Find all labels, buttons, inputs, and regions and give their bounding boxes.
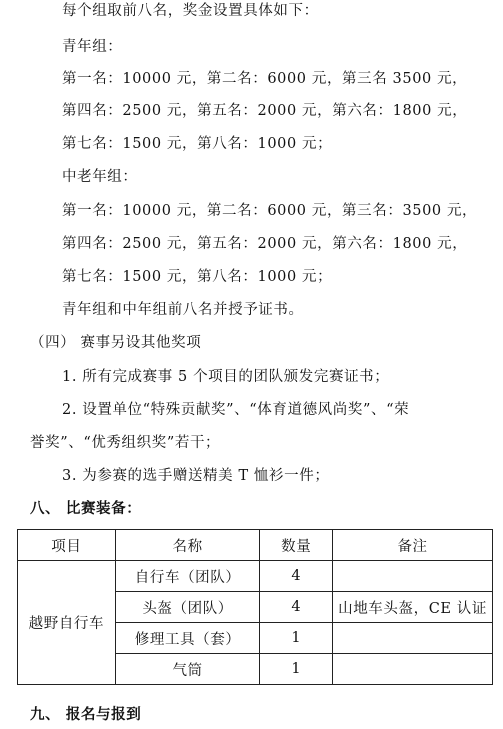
award-item-3: 3. 为参赛的选手赠送精美 T 恤衫一件； (62, 468, 330, 484)
award-item-1: 1. 所有完成赛事 5 个项目的团队颁发完赛证书； (62, 369, 390, 385)
item-quantity: 1 (260, 623, 333, 654)
award-item-2-line-1: 2. 设置单位“特殊贡献奖”、“体育道德风尚奖”、“荣 (62, 402, 410, 418)
youth-group-header: 青年组： (62, 39, 123, 55)
item-note (333, 561, 493, 592)
item-name: 头盔（团队） (115, 592, 260, 623)
youth-prize-line-2: 第四名：2500 元，第五名：2000 元，第六名：1800 元， (62, 103, 468, 119)
item-quantity: 4 (260, 592, 333, 623)
item-name: 修理工具（套） (115, 623, 260, 654)
youth-prize-line-3: 第七名：1500 元，第八名：1000 元； (62, 136, 333, 152)
section-eight-heading: 八、 比赛装备： (30, 501, 142, 517)
intro-text: 每个组取前八名，奖金设置具体如下： (62, 3, 319, 19)
table-row (18, 561, 493, 592)
award-item-2-line-2: 誉奖”、“优秀组织奖”若干； (30, 435, 221, 451)
header-quantity: 数量 (260, 530, 333, 561)
section-nine-heading: 九、 报名与报到 (30, 707, 142, 723)
header-note: 备注 (333, 530, 493, 561)
item-name: 自行车（团队） (115, 561, 260, 592)
senior-group-header: 中老年组： (62, 169, 138, 185)
equipment-table (17, 529, 493, 685)
item-quantity: 4 (260, 561, 333, 592)
certificate-text: 青年组和中年组前八名并授予证书。 (62, 302, 304, 318)
item-quantity: 1 (260, 654, 333, 685)
youth-prize-line-1: 第一名：10000 元，第二名：6000 元，第三名 3500 元， (62, 71, 468, 87)
item-note: 山地车头盔，CE 认证 (333, 592, 493, 623)
item-note (333, 654, 493, 685)
header-name: 名称 (115, 530, 260, 561)
senior-prize-line-3: 第七名：1500 元，第八名：1000 元； (62, 269, 333, 285)
senior-prize-line-1: 第一名：10000 元，第二名：6000 元，第三名：3500 元， (62, 203, 478, 219)
item-note (333, 623, 493, 654)
item-name: 气筒 (115, 654, 260, 685)
table-header-row (18, 530, 493, 561)
group-cell: 越野自行车 (18, 561, 116, 685)
header-project: 项目 (18, 530, 116, 561)
senior-prize-line-2: 第四名：2500 元，第五名：2000 元，第六名：1800 元， (62, 236, 468, 252)
section-four-heading: （四） 赛事另设其他奖项 (30, 335, 202, 351)
